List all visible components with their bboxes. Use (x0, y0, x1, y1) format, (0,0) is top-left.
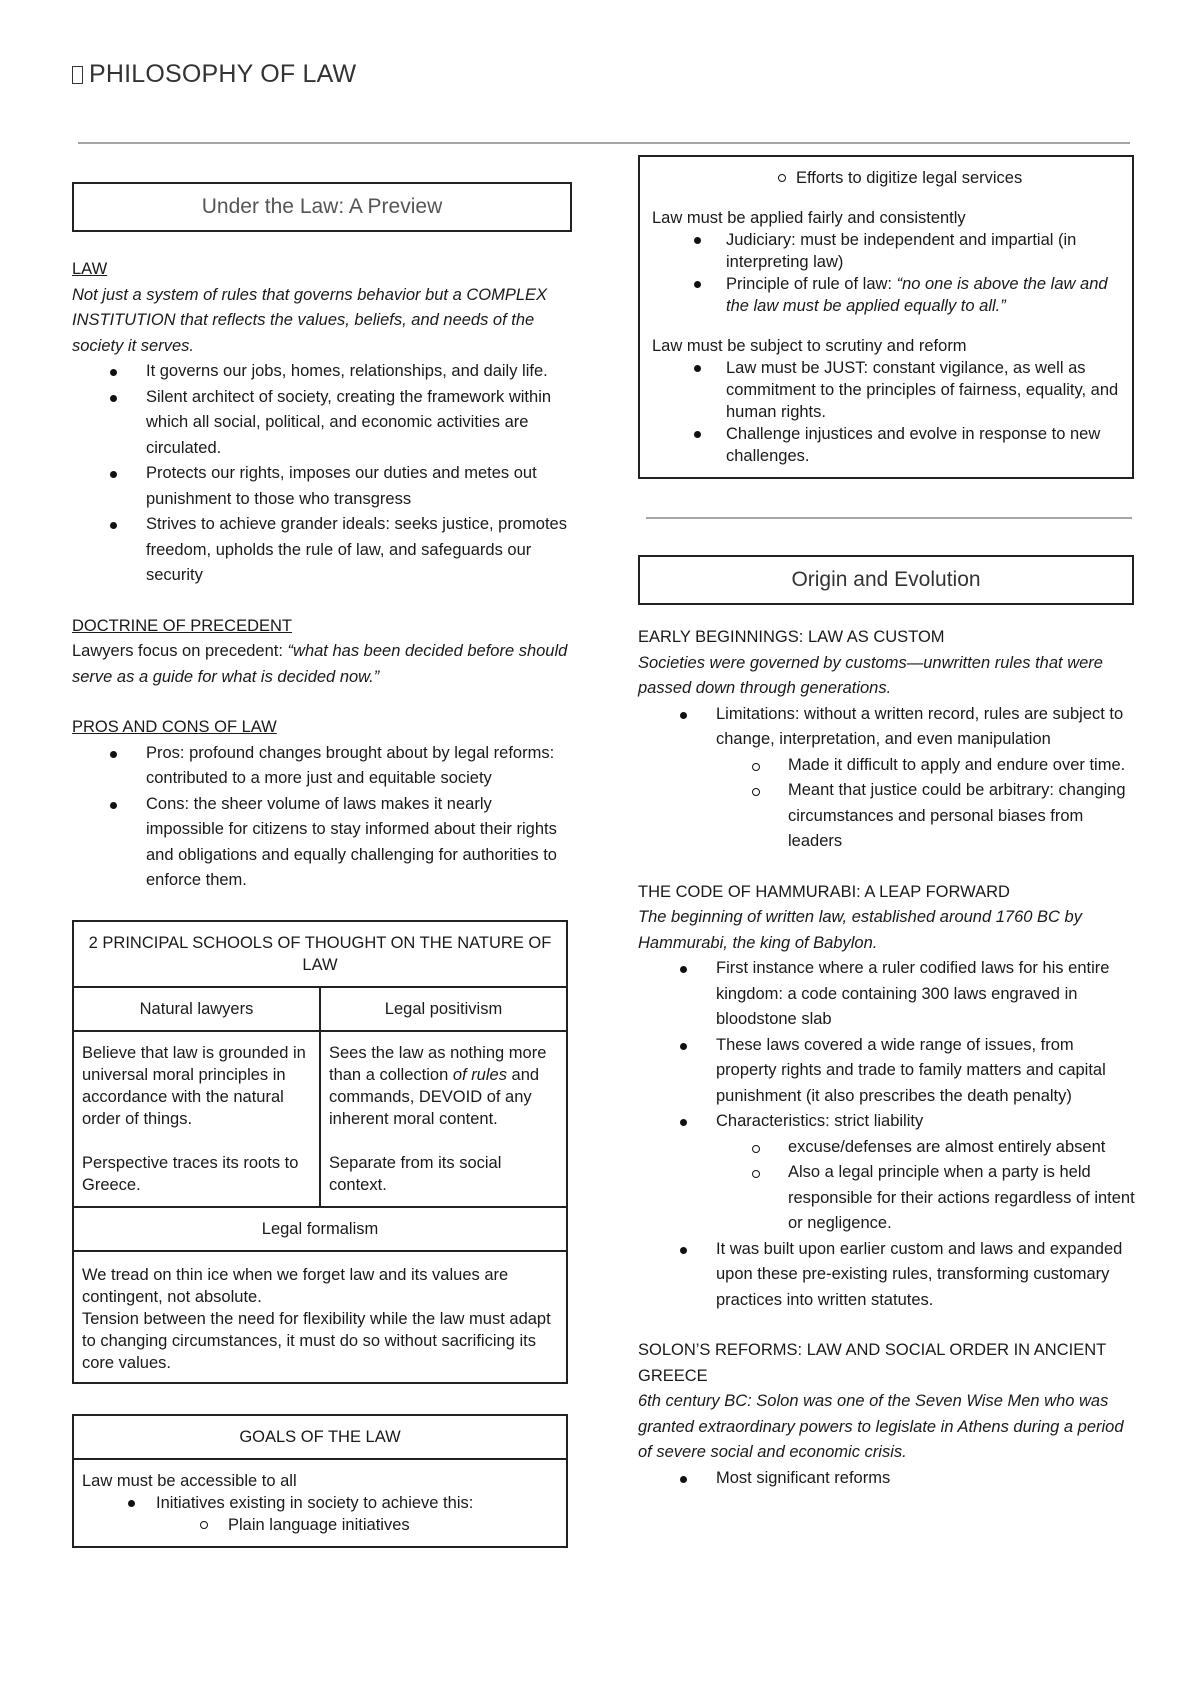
hammurabi-label: THE CODE OF HAMMURABI: A LEAP FORWARD (638, 882, 1010, 901)
pros-cons-label: PROS AND CONS OF LAW (72, 718, 277, 736)
schools-table (72, 920, 568, 1384)
goals-continued-box: Efforts to digitize legal services Law must be applied fairly and consistently Judiciary: must be independent and impartial (in interpreting law) Principle of rule of law: “no one is above the law and the law must be applied equally to all.” Law must be subject to scrutiny and reform Law must be JUST: constant vigilance, as well as commitment to the principles of fairness, equality, and human rights. Challenge injustices and evolve in response to new challenges. (638, 155, 1134, 479)
missing-glyph-icon (72, 66, 83, 84)
list-item: Challenge injustices and evolve in response to new challenges. (652, 423, 1122, 467)
precedent-label: DOCTRINE OF PRECEDENT (72, 616, 293, 635)
list-item: Made it difficult to apply and endure over time. (638, 753, 1138, 779)
law-label: LAW (72, 260, 108, 278)
section-heading-preview: Under the Law: A Preview (72, 182, 572, 232)
list-item: Also a legal principle when a party is held responsible for their actions regardless of intent or negligence. (638, 1160, 1138, 1237)
early-intro: Societies were governed by customs—unwritten rules that were passed down through generations. (638, 653, 1103, 697)
natural-lawyers-header: Natural lawyers (74, 988, 321, 1030)
list-item: Most significant reforms (638, 1466, 1138, 1492)
list-item: Meant that justice could be arbitrary: changing circumstances and personal biases from leaders (638, 778, 1138, 855)
list-item: Silent architect of society, creating the framework within which all social, political, and economic activities are circulated. (72, 385, 572, 462)
origin-content (638, 625, 1138, 1491)
right-column (638, 155, 1138, 1491)
section-divider (646, 517, 1132, 519)
list-item: It governs our jobs, homes, relationships, and daily life. (72, 359, 572, 385)
list-item: Characteristics: strict liability (638, 1109, 1138, 1135)
list-item: It was built upon earlier custom and laws and expanded upon these pre-existing rules, transforming customary practices into written statutes. (638, 1237, 1138, 1314)
list-item: Cons: the sheer volume of laws makes it nearly impossible for citizens to stay informed about their rights and obligations and equally challenging for authorities to enforce them. (72, 792, 572, 894)
schools-header-row (74, 988, 566, 1032)
page-title: PHILOSOPHY OF LAW (72, 60, 356, 89)
left-column (72, 182, 572, 1548)
legal-formalism-cell: We tread on thin ice when we forget law and its values are contingent, not absolute. Tension between the need for flexibility while the law must adapt to changing circumstances, it must do so without sacrificing its core values. (82, 1265, 551, 1372)
list-item: Limitations: without a written record, rules are subject to change, interpretation, and even manipulation (638, 702, 1138, 753)
section-heading-origin: Origin and Evolution (638, 555, 1134, 605)
list-item: Protects our rights, imposes our duties and metes out punishment to those who transgress (72, 461, 572, 512)
top-divider (78, 142, 1130, 144)
list-item: Strives to achieve grander ideals: seeks justice, promotes freedom, upholds the rule of law, and safeguards our security (72, 512, 572, 589)
precedent-text: Lawyers focus on precedent: “what has been decided before should serve as a guide for what is decided now.” (72, 642, 568, 686)
list-item: excuse/defenses are almost entirely absent (638, 1135, 1138, 1161)
hammurabi-intro: The beginning of written law, established around 1760 BC by Hammurabi, the king of Babylon. (638, 908, 1082, 952)
goals-body: Law must be accessible to all Initiatives existing in society to achieve this: Plain language initiatives (74, 1460, 566, 1546)
list-item: Law must be JUST: constant vigilance, as well as commitment to the principles of fairness, equality, and human rights. (652, 357, 1122, 423)
law-intro: Not just a system of rules that governs behavior but a COMPLEX INSTITUTION that reflects the values, beliefs, and needs of the society it serves. (72, 285, 548, 355)
law-bullets (72, 359, 572, 589)
legal-formalism-header: Legal formalism (74, 1208, 566, 1252)
early-label: EARLY BEGINNINGS: LAW AS CUSTOM (638, 628, 945, 646)
goals-table (72, 1414, 568, 1548)
list-item: These laws covered a wide range of issues, from property rights and trade to family matters and capital punishment (it also prescribes the death penalty) (638, 1033, 1138, 1110)
solon-intro: 6th century BC: Solon was one of the Seven Wise Men who was granted extraordinary powers to legislate in Athens during a period of severe social and economic crisis. (638, 1392, 1124, 1461)
list-item: Principle of rule of law: “no one is above the law and the law must be applied equally to all.” (652, 273, 1122, 317)
schools-title: 2 PRINCIPAL SCHOOLS OF THOUGHT ON THE NATURE OF LAW (74, 922, 566, 988)
list-item: Plain language initiatives (82, 1514, 558, 1536)
pros-cons-bullets (72, 741, 572, 894)
legal-positivism-cell: Sees the law as nothing more than a collection of rules and commands, DEVOID of any inherent moral content. Separate from its social context. (329, 1043, 547, 1194)
list-item: Judiciary: must be independent and impartial (in interpreting law) (652, 229, 1122, 273)
list-item: Efforts to digitize legal services (652, 167, 1122, 189)
natural-lawyers-cell: Believe that law is grounded in universal moral principles in accordance with the natural order of things. Perspective traces its roots to Greece. (74, 1032, 321, 1206)
goals-title: GOALS OF THE LAW (74, 1416, 566, 1460)
legal-positivism-header: Legal positivism (384, 999, 503, 1018)
list-item: First instance where a ruler codified laws for his entire kingdom: a code containing 300 laws engraved in bloodstone slab (638, 956, 1138, 1033)
list-item: Initiatives existing in society to achieve this: (82, 1492, 558, 1514)
list-item: Pros: profound changes brought about by legal reforms: contributed to a more just and equitable society (72, 741, 572, 792)
solon-label: SOLON’S REFORMS: LAW AND SOCIAL ORDER IN ANCIENT GREECE (638, 1341, 1106, 1385)
schools-body-row (74, 1032, 566, 1208)
